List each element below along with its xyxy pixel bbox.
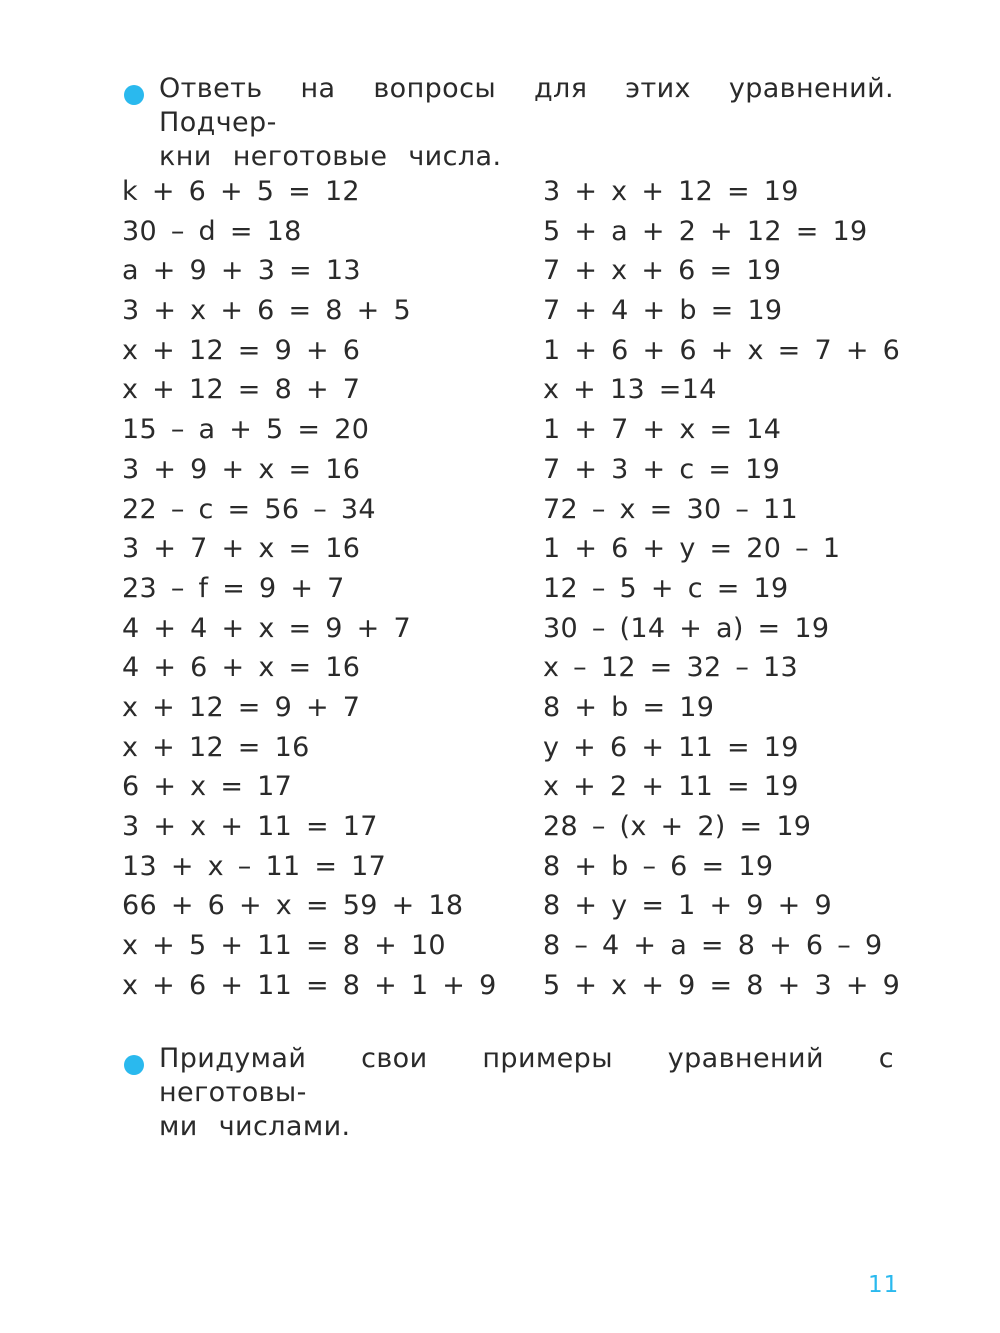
equation: 6 + x = 17 bbox=[122, 771, 293, 803]
equation: x + 13 =14 bbox=[543, 374, 717, 406]
task-instruction-line: ми числами. bbox=[159, 1111, 351, 1142]
equation: 23 – f = 9 + 7 bbox=[122, 572, 345, 604]
task-instruction-2 bbox=[124, 1042, 894, 1144]
equation: 3 + x + 11 = 17 bbox=[122, 811, 378, 842]
equation: 8 + y = 1 + 9 + 9 bbox=[543, 890, 832, 922]
equation: 8 + b = 19 bbox=[543, 691, 715, 723]
equation: 28 – (x + 2) = 19 bbox=[543, 811, 812, 842]
equation: 7 + x + 6 = 19 bbox=[543, 255, 782, 287]
bullet-icon bbox=[124, 1055, 144, 1075]
equation: 5 + a + 2 + 12 = 19 bbox=[543, 215, 868, 247]
equation: 4 + 4 + x = 9 + 7 bbox=[122, 612, 411, 644]
equation: 22 – c = 56 – 34 bbox=[122, 493, 376, 525]
equation: 8 + b – 6 = 19 bbox=[543, 850, 774, 882]
equations-left-column bbox=[122, 172, 497, 1005]
equation: x + 12 = 16 bbox=[122, 731, 310, 763]
equations-right-column bbox=[543, 172, 900, 1005]
equation: x + 2 + 11 = 19 bbox=[543, 771, 799, 803]
equation: y + 6 + 11 = 19 bbox=[543, 731, 799, 763]
equation: x + 12 = 9 + 7 bbox=[122, 691, 361, 723]
task-instruction-line: Ответь на вопросы для этих уравнений. Подчер- bbox=[159, 73, 894, 138]
equation: 4 + 6 + x = 16 bbox=[122, 652, 361, 684]
equation: 12 – 5 + c = 19 bbox=[543, 572, 789, 604]
task-instruction-line: Придумай свои примеры уравнений с неготовы- bbox=[159, 1043, 894, 1108]
equation: 5 + x + 9 = 8 + 3 + 9 bbox=[543, 969, 901, 1001]
equation: 15 – a + 5 = 20 bbox=[122, 414, 370, 446]
equation: 30 – (14 + a) = 19 bbox=[543, 612, 830, 644]
equation: x + 12 = 8 + 7 bbox=[122, 374, 361, 406]
equation: 7 + 4 + b = 19 bbox=[543, 295, 783, 327]
equation: 3 + x + 6 = 8 + 5 bbox=[122, 295, 411, 327]
bullet-icon bbox=[124, 85, 144, 105]
equation: k + 6 + 5 = 12 bbox=[122, 176, 360, 207]
page-number: 11 bbox=[868, 1272, 900, 1298]
equation: 30 – d = 18 bbox=[122, 215, 302, 247]
task-instruction-line: кни неготовые числа. bbox=[159, 141, 502, 172]
equation: 66 + 6 + x = 59 + 18 bbox=[122, 890, 464, 922]
equation: 7 + 3 + c = 19 bbox=[543, 453, 781, 485]
equation: 1 + 6 + y = 20 – 1 bbox=[543, 533, 841, 565]
equation: 13 + x – 11 = 17 bbox=[122, 850, 387, 882]
equation: 3 + 7 + x = 16 bbox=[122, 533, 361, 565]
equation: 72 – x = 30 – 11 bbox=[543, 493, 798, 525]
equation: 3 + x + 12 = 19 bbox=[543, 176, 799, 207]
equation: a + 9 + 3 = 13 bbox=[122, 255, 361, 287]
equation: 1 + 6 + 6 + x = 7 + 6 bbox=[543, 334, 901, 366]
equation: 8 – 4 + a = 8 + 6 – 9 bbox=[543, 930, 883, 962]
equation: x + 6 + 11 = 8 + 1 + 9 bbox=[122, 969, 497, 1001]
equation: x – 12 = 32 – 13 bbox=[543, 652, 798, 684]
equation: x + 12 = 9 + 6 bbox=[122, 334, 361, 366]
equation: 3 + 9 + x = 16 bbox=[122, 453, 361, 485]
equation: 1 + 7 + x = 14 bbox=[543, 414, 782, 446]
equation: x + 5 + 11 = 8 + 10 bbox=[122, 930, 446, 962]
task-instruction-text bbox=[159, 72, 894, 174]
task-instruction-1 bbox=[124, 72, 894, 174]
task-instruction-text bbox=[159, 1042, 894, 1144]
